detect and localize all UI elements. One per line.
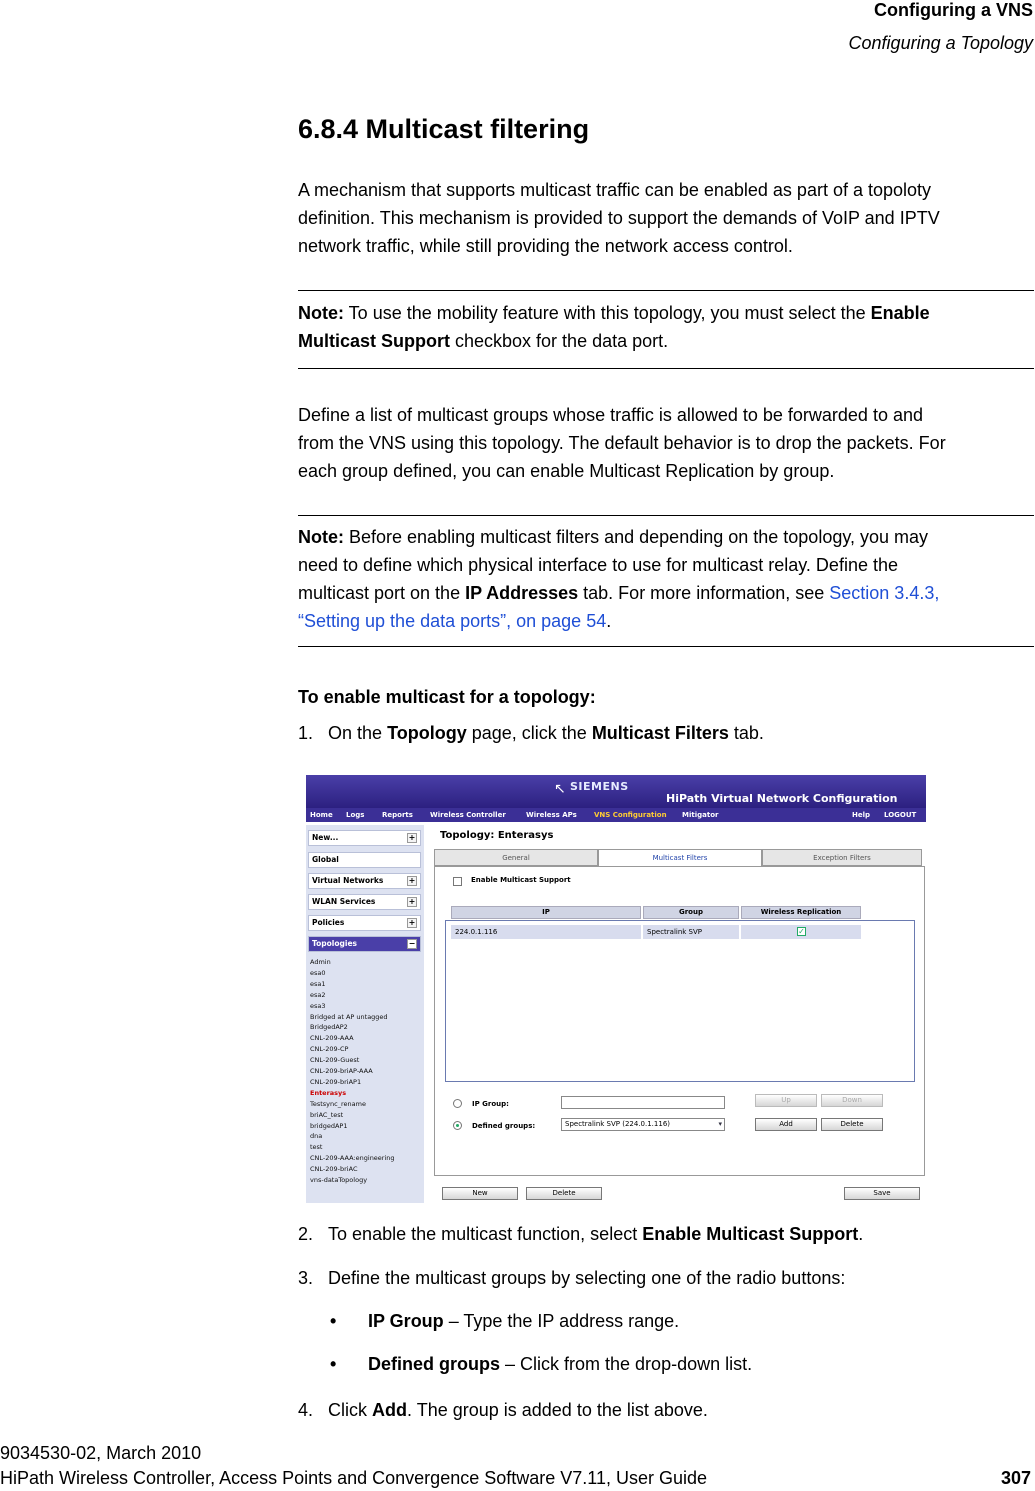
note-bold: IP Addresses <box>465 583 579 603</box>
running-header-section: Configuring a Topology <box>848 33 1033 53</box>
cell-ip[interactable]: 224.0.1.116 <box>451 925 641 939</box>
topology-list-item[interactable]: esa1 <box>310 979 326 988</box>
nav-vns-configuration[interactable]: VNS Configuration <box>594 811 667 819</box>
step-bold: Enable Multicast Support <box>642 1224 859 1244</box>
collapse-icon[interactable]: − <box>408 939 416 948</box>
delete-button[interactable]: Delete <box>526 1187 602 1200</box>
topology-list-item[interactable]: Admin <box>310 958 331 966</box>
note-bold: Enable <box>870 303 930 323</box>
topology-list-item[interactable]: esa0 <box>310 968 326 977</box>
app-title: HiPath Virtual Network Configuration <box>666 792 898 805</box>
ip-group-radio[interactable] <box>453 1099 462 1108</box>
bullet-text: – Click from the drop-down list. <box>500 1354 753 1374</box>
note-1 <box>298 299 1030 355</box>
step-text: Define the multicast groups by selecting one of the radio buttons: <box>328 1268 846 1288</box>
tab-multicast-filters[interactable]: Multicast Filters <box>598 849 762 867</box>
intro-line: network traffic, while still providing the network access control. <box>298 236 793 256</box>
section-title: 6.8.4 Multicast filtering <box>298 114 590 144</box>
top-nav <box>306 808 926 822</box>
bullet-icon: • <box>330 1311 337 1331</box>
topology-list-item[interactable]: CNL-209-Guest <box>310 1056 360 1065</box>
step-number: 2. <box>298 1224 314 1244</box>
step-text: On the <box>328 723 388 743</box>
procedure-title: To enable multicast for a topology: <box>298 687 596 707</box>
sidebar-item-topologies[interactable] <box>308 936 421 952</box>
defined-groups-radio[interactable] <box>453 1121 462 1130</box>
nav-mitigator[interactable]: Mitigator <box>682 811 719 819</box>
add-button[interactable]: Add <box>755 1118 817 1131</box>
tab-exception-filters[interactable]: Exception Filters <box>762 849 922 866</box>
topology-list-item[interactable]: BridgedAP2 <box>310 1023 348 1032</box>
topology-list-item[interactable]: Testsync_rename <box>310 1099 366 1108</box>
ip-group-label: IP Group: <box>472 1100 509 1108</box>
footer-doc-id: 9034530-02, March 2010 <box>0 1443 202 1463</box>
topology-list-item[interactable]: bridgedAP1 <box>310 1121 348 1130</box>
cursor-icon: ↖ <box>554 781 566 797</box>
topology-list-item[interactable]: CNL-209-briAP1 <box>310 1077 362 1086</box>
sidebar-item-label: WLAN Services <box>312 897 376 906</box>
step-number: 3. <box>298 1268 314 1288</box>
paragraph-line: Define a list of multicast groups whose traffic is allowed to be forwarded to and <box>298 405 923 425</box>
nav-help[interactable]: Help <box>852 811 871 819</box>
running-header-chapter: Configuring a VNS <box>874 0 1033 20</box>
step-bold: Add <box>372 1400 408 1420</box>
note-text: Before enabling multicast filters and depending on the topology, you may <box>344 527 929 547</box>
note-text: To use the mobility feature with this topology, you must select the <box>344 303 871 323</box>
nav-wireless-controller[interactable]: Wireless Controller <box>430 811 506 819</box>
step-text: . <box>858 1224 864 1244</box>
wireless-replication-checkbox[interactable]: ✓ <box>798 927 805 936</box>
step-number: 4. <box>298 1400 314 1420</box>
note-top-rule <box>298 515 1034 516</box>
footer-title: HiPath Wireless Controller, Access Points and Convergence Software V7.11, User Guide <box>0 1468 708 1488</box>
page-title: Topology: Enterasys <box>440 830 554 841</box>
app-banner <box>306 775 926 808</box>
defined-groups-label: Defined groups: <box>472 1122 536 1130</box>
note-label: Note: <box>298 527 344 547</box>
intro-line: A mechanism that supports multicast traffic can be enabled as part of a topoloty <box>298 180 932 200</box>
topology-list-item[interactable]: esa3 <box>310 1001 326 1010</box>
cell-group[interactable]: Spectralink SVP <box>643 925 739 939</box>
topology-list-item[interactable]: Bridged at AP untagged <box>310 1012 388 1021</box>
intro-paragraph <box>298 176 1030 260</box>
save-button[interactable]: Save <box>844 1187 920 1200</box>
topology-list-item[interactable]: dna <box>310 1132 323 1141</box>
nav-logs[interactable]: Logs <box>346 811 365 819</box>
note-bottom-rule <box>298 368 1034 369</box>
topology-list-item[interactable]: CNL-209-briAP-AAA <box>310 1067 373 1075</box>
step-2 <box>298 1220 863 1248</box>
step-text: tab. <box>728 723 764 743</box>
bullet-bold: IP Group <box>368 1311 444 1331</box>
multicast-panel <box>434 866 925 1176</box>
expand-icon[interactable]: + <box>408 897 416 906</box>
note-text: checkbox for the data port. <box>450 331 669 351</box>
section-link[interactable]: Section 3.4.3, <box>829 583 940 603</box>
expand-icon[interactable]: + <box>408 833 416 842</box>
column-header-ip: IP <box>451 906 641 919</box>
topology-list-item[interactable]: esa2 <box>310 990 326 999</box>
topology-list-item[interactable]: CNL-209-briAC <box>310 1165 358 1174</box>
step-4 <box>298 1396 708 1424</box>
sidebar-item-label: Global <box>312 855 339 864</box>
note-label: Note: <box>298 303 344 323</box>
topology-list-item[interactable]: CNL-209-AAA <box>310 1034 354 1043</box>
column-header-wireless-replication: Wireless Replication <box>741 906 861 919</box>
body-paragraph <box>298 401 1030 485</box>
enable-multicast-label: Enable Multicast Support <box>471 876 571 884</box>
bullet-icon: • <box>330 1354 337 1374</box>
step-3 <box>298 1264 845 1292</box>
step-text: To enable the multicast function, select <box>328 1224 643 1244</box>
step-bold: Topology <box>387 723 467 743</box>
topology-screenshot <box>306 775 926 1205</box>
bullet-defined-groups <box>368 1354 752 1375</box>
sidebar-item-virtual-networks[interactable] <box>308 873 421 889</box>
defined-groups-select[interactable] <box>561 1118 725 1131</box>
bullet-ip-group <box>368 1311 679 1332</box>
paragraph-line: from the VNS using this topology. The default behavior is to drop the packets. For <box>298 433 946 453</box>
note-bottom-rule <box>298 646 1034 647</box>
topology-list-item[interactable]: vns-dataTopology <box>310 1176 368 1184</box>
defined-groups-value: Spectralink SVP (224.0.1.116) <box>565 1120 671 1128</box>
topology-list-item[interactable]: CNL-209-CP <box>310 1045 349 1054</box>
note-top-rule <box>298 290 1034 291</box>
sidebar-item-label: Policies <box>312 918 345 927</box>
chevron-down-icon[interactable]: ▾ <box>718 1120 722 1128</box>
bullet-bold: Defined groups <box>368 1354 501 1374</box>
page-number: 307 <box>1000 1468 1031 1488</box>
paragraph-line: each group defined, you can enable Multicast Replication by group. <box>298 461 835 481</box>
nav-wireless-aps[interactable]: Wireless APs <box>526 811 577 819</box>
new-button[interactable]: New <box>442 1187 518 1200</box>
step-text: Click <box>328 1400 373 1420</box>
step-bold: Multicast Filters <box>591 723 729 743</box>
delete-group-button[interactable]: Delete <box>821 1118 883 1131</box>
sidebar-item-label: Virtual Networks <box>312 876 384 885</box>
sidebar-item-new[interactable] <box>308 830 421 846</box>
nav-reports[interactable]: Reports <box>382 811 413 819</box>
bullet-text: – Type the IP address range. <box>443 1311 680 1331</box>
step-text: . The group is added to the list above. <box>407 1400 708 1420</box>
note-text: . <box>606 611 612 631</box>
multicast-list[interactable] <box>445 920 915 1082</box>
expand-icon[interactable]: + <box>408 876 416 885</box>
note-text: multicast port on the <box>298 583 466 603</box>
sidebar-item-global[interactable] <box>308 852 421 868</box>
topology-list-item[interactable]: briAC_test <box>310 1110 344 1119</box>
note-bold: Multicast Support <box>298 331 450 351</box>
intro-line: definition. This mechanism is provided to support the demands of VoIP and IPTV <box>298 208 940 228</box>
brand-logo: SIEMENS <box>570 780 629 793</box>
sidebar-item-policies[interactable] <box>308 915 421 931</box>
note-text: tab. For more information, see <box>578 583 830 603</box>
step-number: 1. <box>298 723 314 743</box>
ip-group-input[interactable] <box>561 1096 725 1109</box>
sidebar-item-wlan-services[interactable] <box>308 894 421 910</box>
expand-icon[interactable]: + <box>408 918 416 927</box>
step-text: page, click the <box>466 723 592 743</box>
down-button[interactable]: Down <box>821 1094 883 1107</box>
sidebar-item-label: Topologies <box>312 939 358 948</box>
step-1 <box>298 719 764 747</box>
cell-wireless-replication[interactable] <box>741 925 861 939</box>
nav-home[interactable]: Home <box>310 811 333 819</box>
up-button[interactable]: Up <box>755 1094 817 1107</box>
column-header-group: Group <box>643 906 739 919</box>
sidebar <box>306 825 424 1203</box>
topology-list-item[interactable]: CNL-209-AAA:engineering <box>310 1154 395 1163</box>
tab-general[interactable]: General <box>434 849 598 866</box>
sidebar-item-label: New... <box>312 833 339 842</box>
note-text: need to define which physical interface to use for multicast relay. Define the <box>298 555 898 575</box>
enable-multicast-checkbox[interactable] <box>453 877 462 886</box>
topology-list-item[interactable]: test <box>310 1143 323 1152</box>
section-link[interactable]: “Setting up the data ports”, on page 54 <box>298 611 607 631</box>
topology-list-item[interactable]: Enterasys <box>310 1088 347 1097</box>
nav-logout[interactable]: LOGOUT <box>884 811 917 819</box>
note-2 <box>298 523 1030 635</box>
